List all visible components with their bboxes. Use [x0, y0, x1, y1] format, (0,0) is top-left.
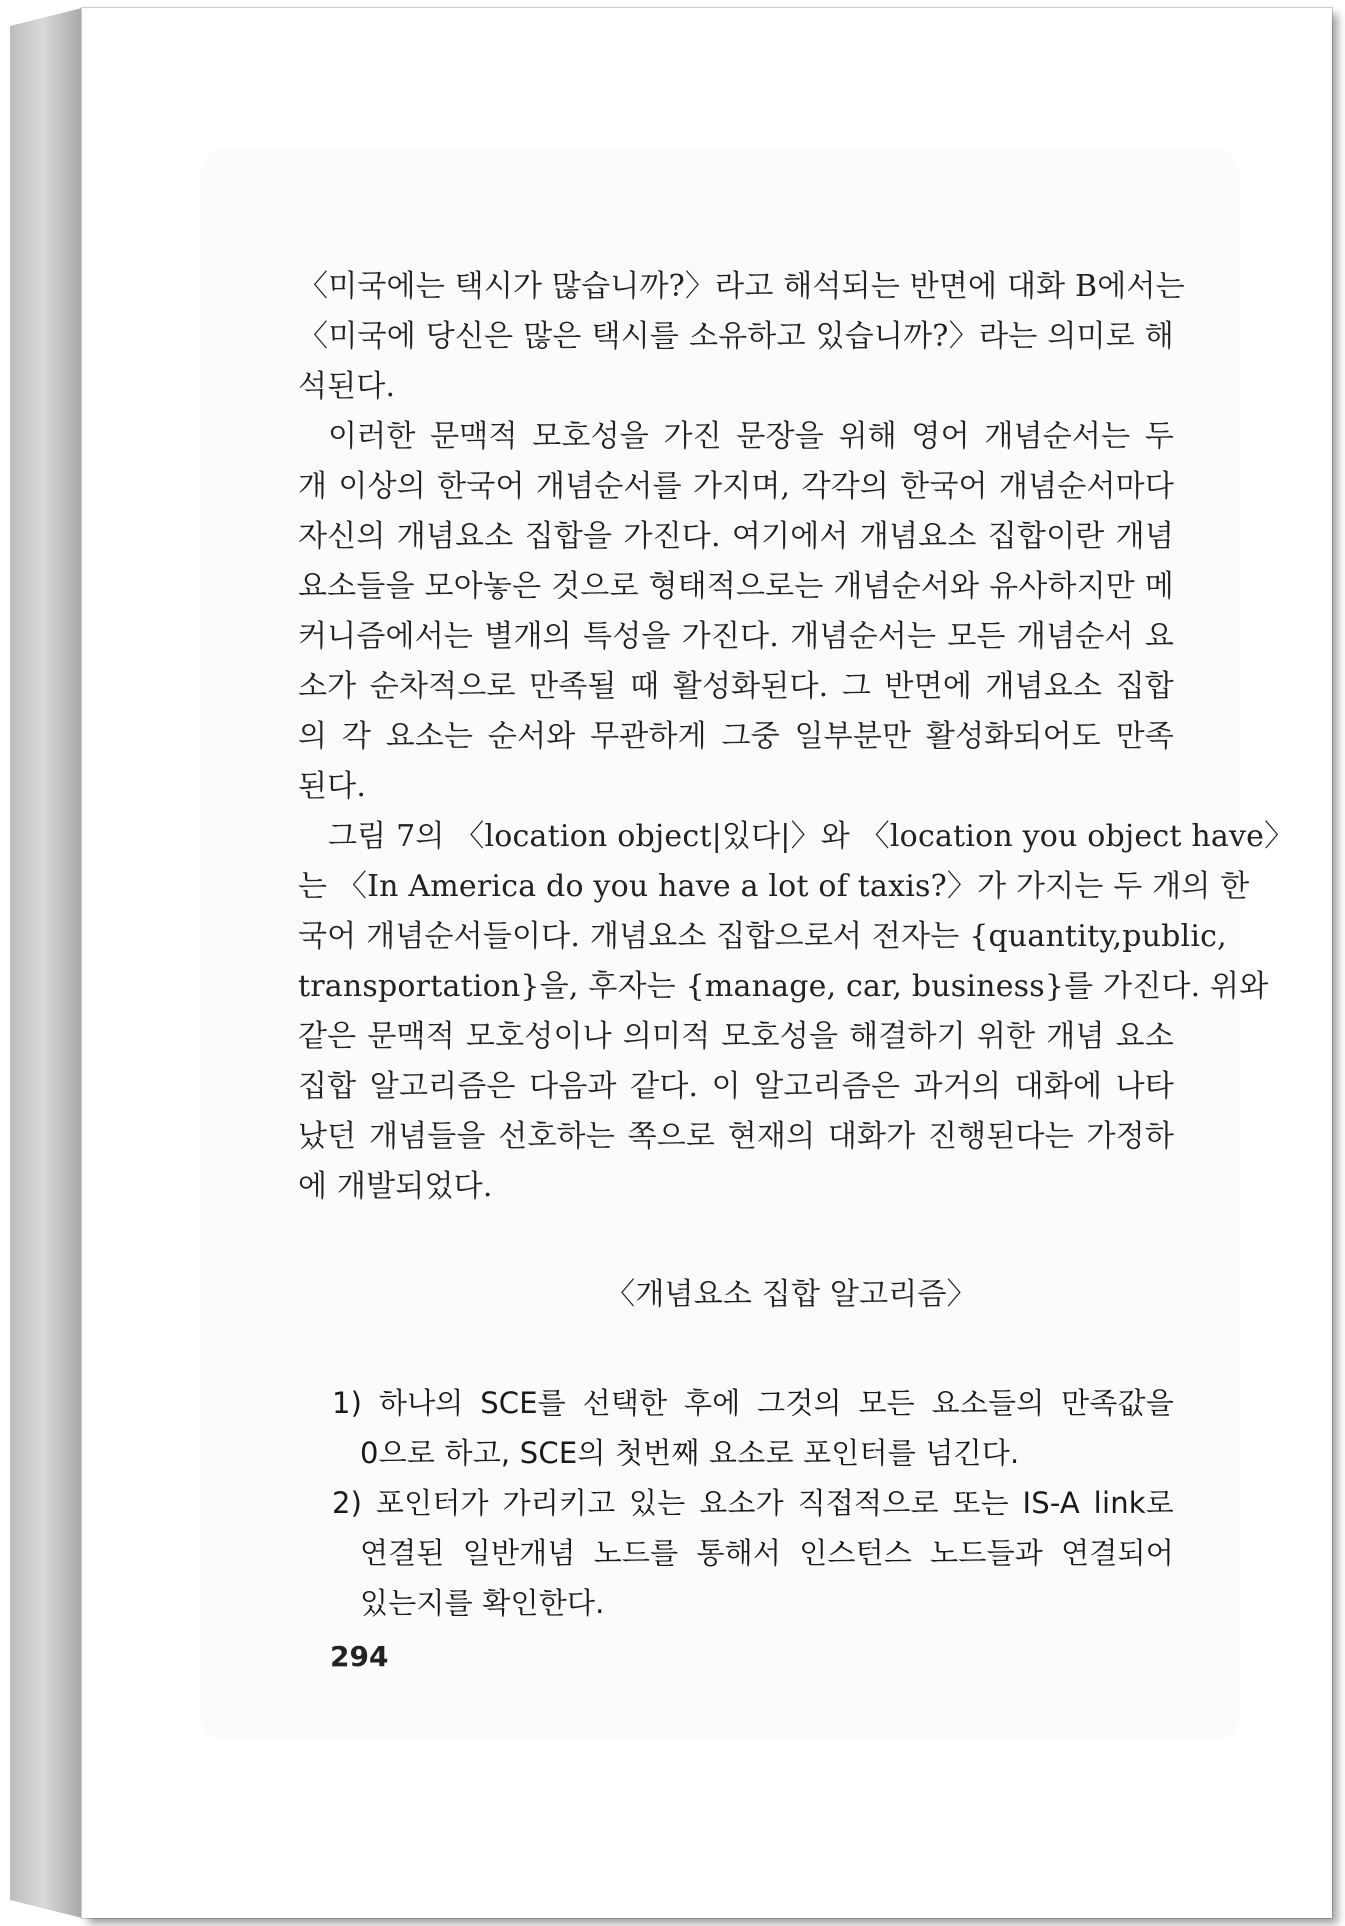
spacer — [298, 1320, 1174, 1378]
list-item-line: 1) 하나의 SCE를 선택한 후에 그것의 모든 요소들의 만족값을 — [332, 1386, 1174, 1420]
text-line: 에 개발되었다. — [298, 1169, 493, 1204]
list-item-line: 2) 포인터가 가리키고 있는 요소가 직접적으로 또는 IS-A link로 — [332, 1486, 1174, 1520]
list-item — [298, 1378, 1174, 1478]
page-number: 294 — [330, 1640, 389, 1673]
text-line: 된다. — [298, 769, 367, 804]
list-item-line: 0으로 하고, SCE의 첫번째 요소로 포인터를 넘긴다. — [360, 1436, 1020, 1470]
text-line: 의 각 요소는 순서와 무관하게 그중 일부분만 활성화되어도 만족 — [298, 719, 1174, 754]
paragraph-1 — [298, 262, 1185, 412]
text-line: 커니즘에서는 별개의 특성을 가진다. 개념순서는 모든 개념순서 요 — [298, 619, 1174, 654]
text-line: 〈미국에 당신은 많은 택시를 소유하고 있습니까?〉라는 의미로 해 — [298, 319, 1174, 354]
text-line: 이러한 문맥적 모호성을 가진 문장을 위해 영어 개념순서는 두 — [328, 419, 1174, 454]
text-line: 요소들을 모아놓은 것으로 형태적으로는 개념순서와 유사하지만 메 — [298, 569, 1174, 604]
text-line: transportation}을, 후자는 {manage, car, business}를 가진다. 위와 — [298, 969, 1269, 1004]
paragraph-2 — [298, 412, 1174, 812]
list-item-line: 연결된 일반개념 노드를 통해서 인스턴스 노드들과 연결되어 — [360, 1536, 1174, 1570]
text-line: 같은 문맥적 모호성이나 의미적 모호성을 해결하기 위한 개념 요소 — [298, 1019, 1174, 1054]
spacer — [298, 1212, 1174, 1270]
page-body — [298, 262, 1295, 1628]
text-line: 는 〈In America do you have a lot of taxis?〉가 가지는 두 개의 한 — [298, 869, 1250, 904]
list-item — [298, 1478, 1174, 1628]
paragraph-3 — [298, 812, 1295, 1212]
text-line: 〈미국에는 택시가 많습니까?〉라고 해석되는 반면에 대화 B에서는 — [298, 269, 1185, 304]
text-line: 개 이상의 한국어 개념순서를 가지며, 각각의 한국어 개념순서마다 — [298, 469, 1174, 504]
text-line: 그림 7의 〈location object|있다|〉와 〈location you object have〉 — [328, 819, 1295, 854]
text-line: 집합 알고리즘은 다음과 같다. 이 알고리즘은 과거의 대화에 나타 — [298, 1069, 1174, 1104]
section-heading: 〈개념요소 집합 알고리즘〉 — [605, 1277, 977, 1312]
text-line: 자신의 개념요소 집합을 가진다. 여기에서 개념요소 집합이란 개념 — [298, 519, 1174, 554]
text-line: 석된다. — [298, 369, 396, 404]
text-line: 났던 개념들을 선호하는 쪽으로 현재의 대화가 진행된다는 가정하 — [298, 1119, 1174, 1154]
text-line: 국어 개념순서들이다. 개념요소 집합으로서 전자는 {quantity,public, — [298, 919, 1227, 954]
book-spine — [10, 8, 82, 1918]
list-item-line: 있는지를 확인한다. — [360, 1586, 605, 1620]
text-line: 소가 순차적으로 만족될 때 활성화된다. 그 반면에 개념요소 집합 — [298, 669, 1174, 704]
